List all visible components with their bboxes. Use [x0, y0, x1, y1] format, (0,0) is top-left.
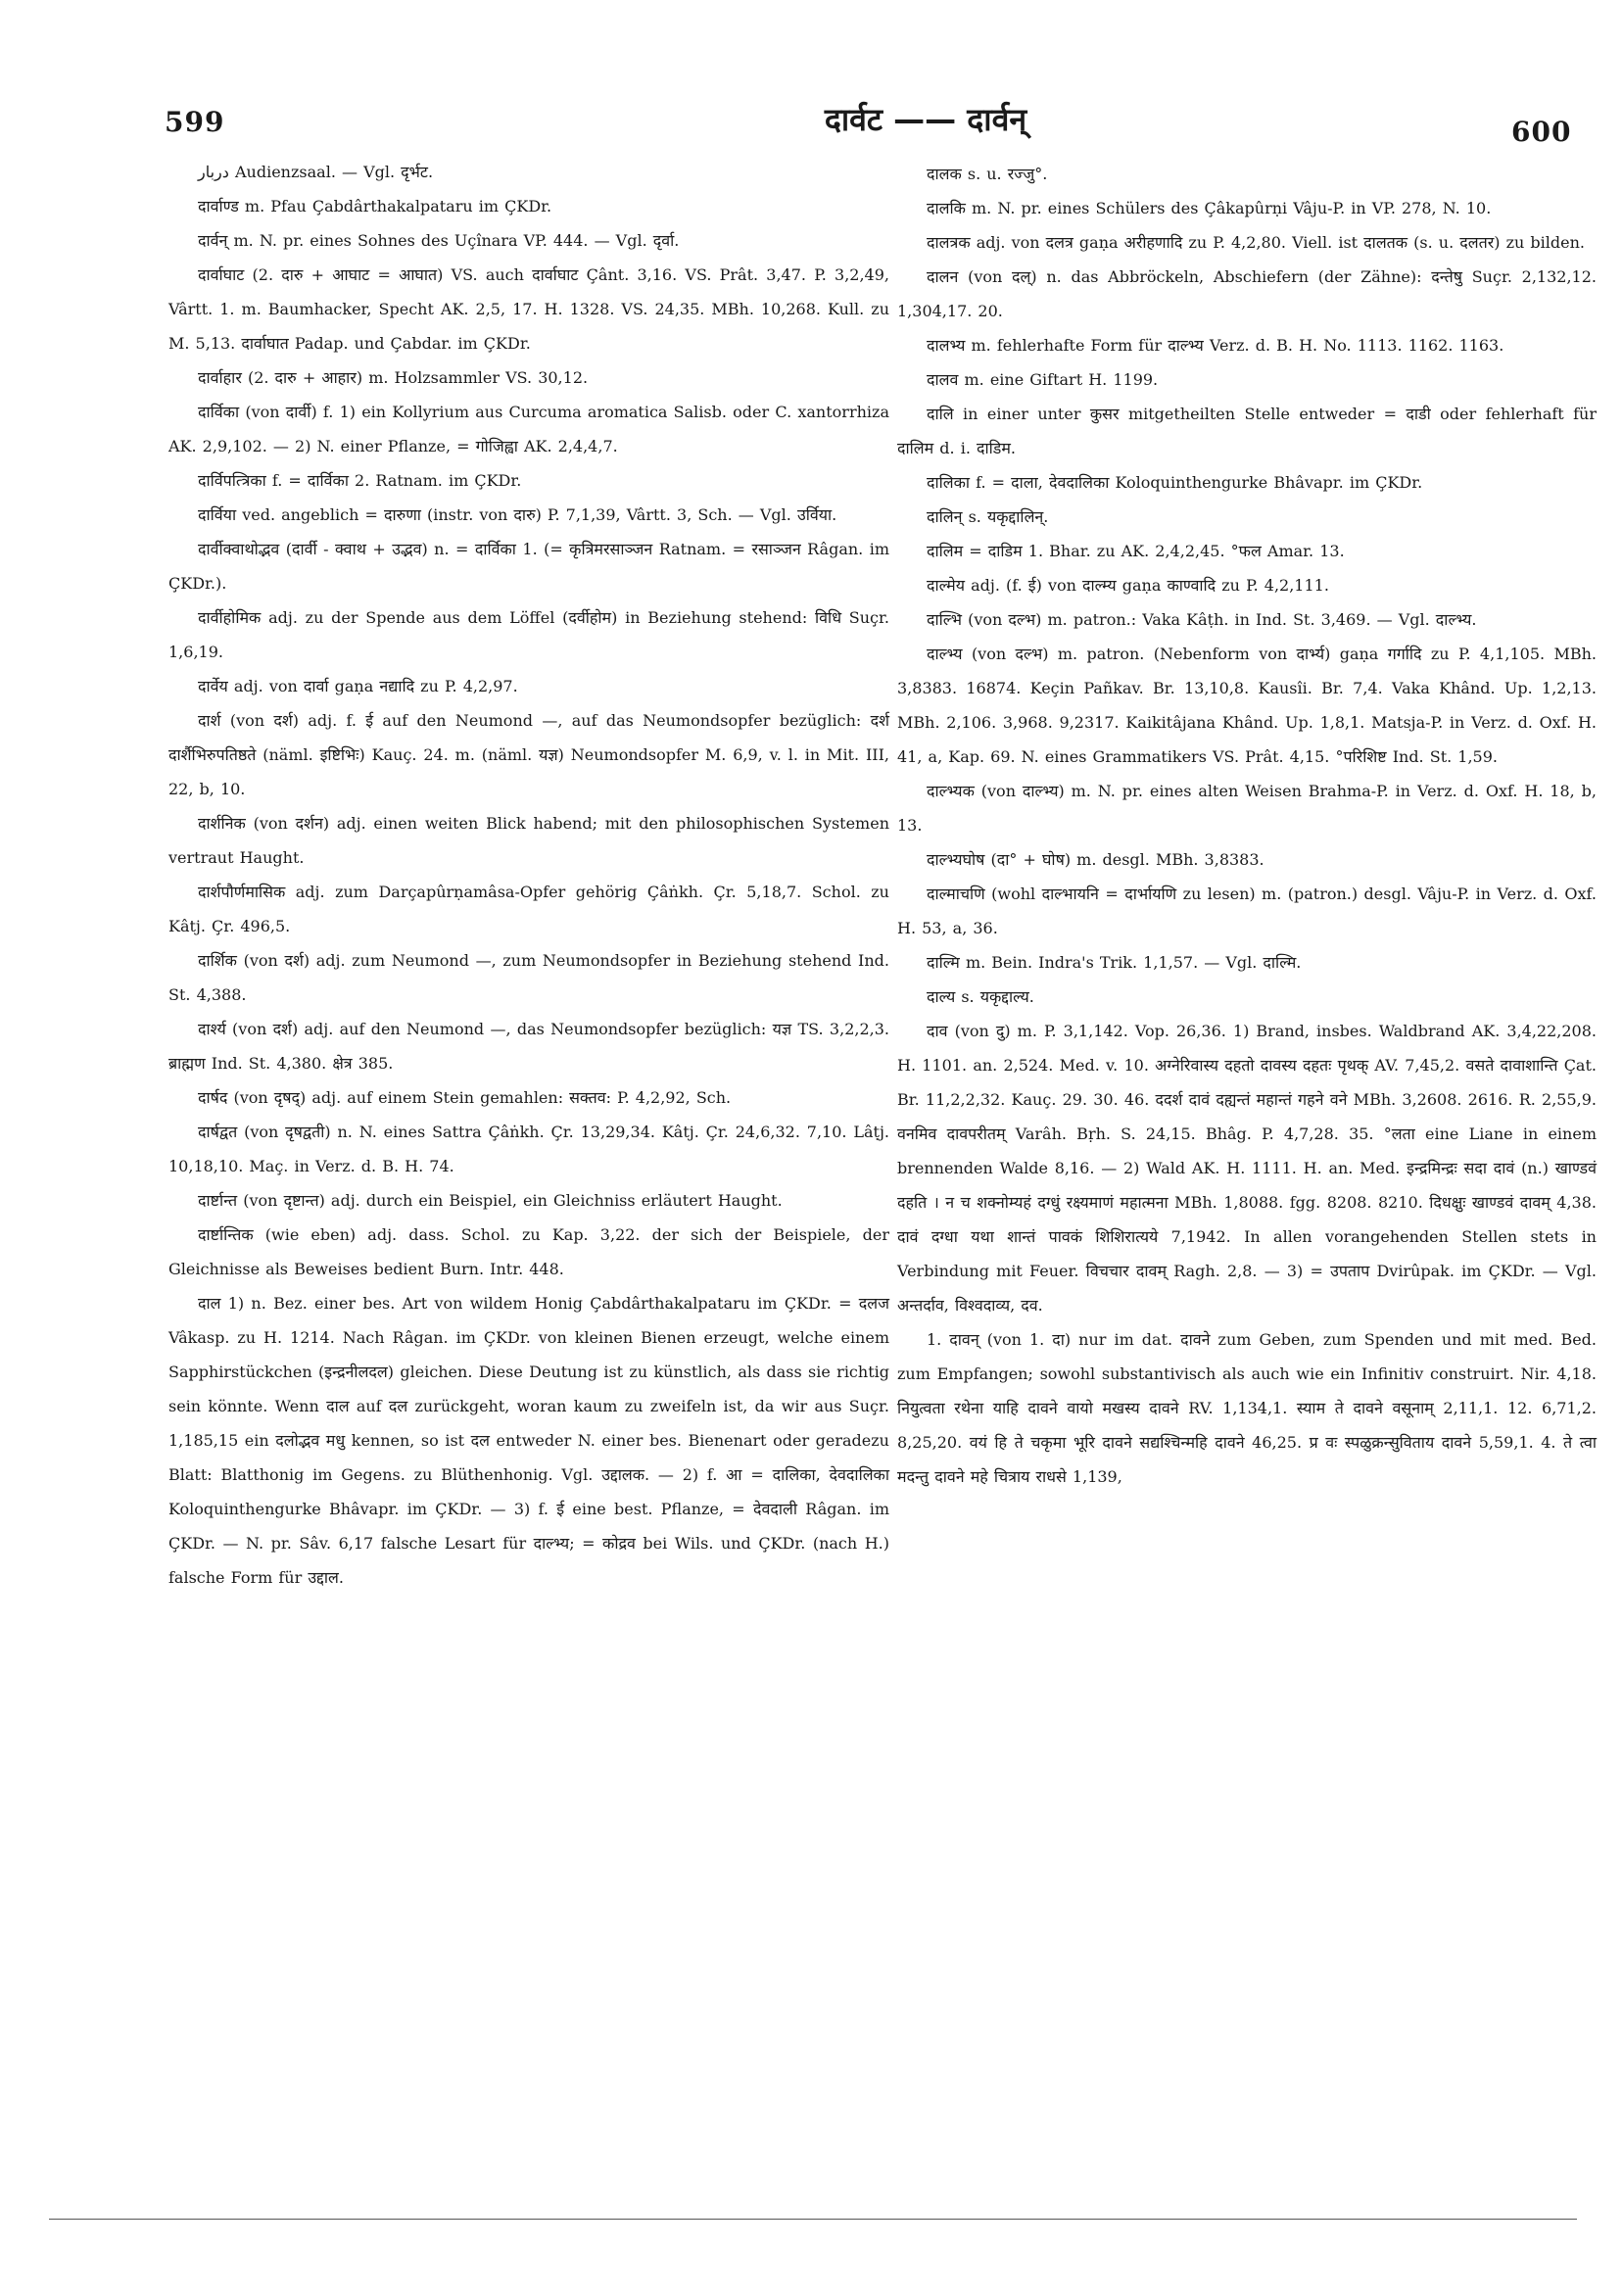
dictionary-entry: दाल्भि (von दल्भ) m. patron.: Vaka Kâṭh. in Ind. St. 3,469. — Vgl. दाल्भ्य.	[927, 610, 1477, 629]
dictionary-entry: दार्वीक्वाथोद्भव (दार्वी - क्वाथ + उद्भव) n. = दार्विका 1. (= कृत्रिमरसाञ्जन Ratnam. = रसाञ्जन Râgan. im ÇKDr.).	[168, 540, 889, 593]
right-page-number: 600	[1511, 116, 1572, 148]
left-page-number: 599	[165, 106, 225, 138]
dictionary-entry: दार्वन् m. N. pr. eines Sohnes des Uçînara VP. 444. — Vgl. दृर्वा.	[198, 231, 680, 250]
dictionary-entry: दाल्य s. यकृद्दाल्य.	[927, 987, 1034, 1006]
dictionary-entry: दालव m. eine Giftart H. 1199.	[927, 370, 1159, 389]
dictionary-entry: दाल्भ्य (von दल्भ) m. patron. (Nebenform von दार्भ्य) gaṇa गर्गादि zu P. 4,1,105. MBh. 3,8383. 16874. Keçin Pañkav. Br. 13,10,8. Kausîi. Br. 7,4. Vaka Khând. Up. 1,2,13. MBh. 2,106. 3,968. 9,2317. Kaikitâjana Khând. Up. 1,8,1. Matsja-P. in Verz. d. Oxf. H. 41, a, Kap. 69. N. eines Grammatikers VS. Prât. 4,15. °परिशिष्ट Ind. St. 1,59.	[897, 645, 1597, 766]
dictionary-entry: दाल्मेय adj. (f. ई) von दाल्म्य gaṇa काण्वादि zu P. 4,2,111.	[927, 576, 1329, 595]
footer-rule	[49, 2219, 1577, 2220]
dictionary-entry: दार्शनिक (von दर्शन) adj. einen weiten Blick habend; mit den philosophischen Systemen vertraut Haught.	[168, 814, 889, 867]
dictionary-entry: दालभ्य m. fehlerhafte Form für दाल्भ्य Verz. d. B. H. No. 1113. 1162. 1163.	[927, 336, 1504, 355]
dictionary-entry: दाल्भ्यघोष (दा° + घोष) m. desgl. MBh. 3,8383.	[927, 850, 1264, 869]
dictionary-entry: दार्विया ved. angeblich = दारुणा (instr. von दारु) P. 7,1,39, Vârtt. 3, Sch. — Vgl. उर्विया.	[198, 505, 837, 524]
dictionary-entry: दार्शिक (von दर्श) adj. zum Neumond —, zum Neumondsopfer in Beziehung stehend Ind. St. 4,388.	[168, 951, 889, 1004]
dictionary-entry: दार्ष्टान्तिक (wie eben) adj. dass. Schol. zu Kap. 3,22. der sich der Beispiele, der Gleichnisse als Beweises bedient Burn. Intr. 448.	[168, 1225, 889, 1278]
dictionary-entry: दाल्माचणि (wohl दाल्भायनि = दार्भायणि zu lesen) m. (patron.) desgl. Vâju-P. in Verz. d. Oxf. H. 53, a, 36.	[897, 885, 1597, 937]
dictionary-entry: दार्वाघाट (2. दारु + आघाट = आघात) VS. auch दार्वाघाट Çânt. 3,16. VS. Prât. 3,47. P. 3,2,49, Vârtt. 1. m. Baumhacker, Specht AK. 2,5, 17. H. 1328. VS. 24,35. MBh. 10,268. Kull. zu M. 5,13. दार्वाघात Padap. und Çabdar. im ÇKDr.	[168, 265, 889, 353]
dictionary-entry: दार्वाहार (2. दारु + आहार) m. Holzsammler VS. 30,12.	[198, 368, 589, 387]
dictionary-entry: दाल्मि m. Bein. Indra's Trik. 1,1,57. — Vgl. दाल्मि.	[927, 953, 1302, 972]
dictionary-entry: दालत्रक adj. von दलत्र gaṇa अरीहणादि zu P. 4,2,80. Viell. ist दालतक (s. u. दलतर) zu bilden.	[927, 233, 1585, 252]
dictionary-entry: दार्वाण्ड m. Pfau Çabdârthakalpataru im ÇKDr.	[198, 197, 552, 215]
dictionary-entry: दालि in einer unter कुसर mitgetheilten Stelle entweder = दाडी oder fehlerhaft für दालिम d. i. दाडिम.	[897, 405, 1597, 457]
dictionary-entry: दार्श्य (von दर्श) adj. auf den Neumond —, das Neumondsopfer bezüglich: यज्ञ TS. 3,2,2,3. ब्राह्मण Ind. St. 4,380. क्षेत्र 385.	[168, 1020, 889, 1073]
dictionary-entry: दार्शपौर्णमासिक adj. zum Darçapûrṇamâsa-Opfer gehörig Çâṅkh. Çr. 5,18,7. Schol. zu Kâtj. Çr. 496,5.	[168, 883, 889, 935]
dictionary-entry: दालिन् s. यकृद्दालिन्.	[927, 507, 1049, 526]
dictionary-entry: दार्षद (von दृषद्) adj. auf einem Stein gemahlen: सक्तव: P. 4,2,92, Sch.	[198, 1088, 732, 1107]
dictionary-entry: दालन (von दल्) n. das Abbröckeln, Abschiefern (der Zähne): दन्तेषु Suçr. 2,132,12. 1,304,17. 20.	[897, 267, 1597, 320]
dictionary-entry: दाल 1) n. Bez. einer bes. Art von wildem Honig Çabdârthakalpataru im ÇKDr. = दलज Vâkasp. zu H. 1214. Nach Râgan. im ÇKDr. von kleinen Bienen erzeugt, welche einem Sapphirstückchen (इन्द्रनीलदल) gleichen. Diese Deutung ist zu künstlich, als dass sie richtig sein könnte. Wenn दाल auf दल zurückgeht, woran kaum zu zweifeln ist, da wir aus Suçr. 1,185,15 ein दलोद्भव मधु kennen, so ist दल entweder N. einer bes. Bienenart oder geradezu Blatt: Blatthonig im Gegens. zu Blüthenhonig. Vgl. उद्दालक. — 2) f. आ = दालिका, देवदालिका Koloquinthengurke Bhâvapr. im ÇKDr. — 3) f. ई eine best. Pflanze, = देवदाली Râgan. im ÇKDr. — N. pr. Sâv. 6,17 falsche Lesart für दाल्भ्य; = कोद्रव bei Wils. und ÇKDr. (nach H.) falsche Form für उद्दाल.	[168, 1294, 889, 1587]
dictionary-entry: 1. दावन् (von 1. दा) nur im dat. दावने zum Geben, zum Spenden und mit med. Bed. zum Empfangen; sowohl substantivisch als auch wie ein Infinitiv construirt. Nir. 4,18. नियुत्वता रथेना याहि दावने वायो मखस्य दावने RV. 1,134,1. स्याम ते दावने वसूनाम् 2,11,1. 12. 6,71,2. 8,25,20. वयं हि ते चकृमा भूरि दावने सद्यश्चिन्महि दावने 46,25. प्र वः स्पळुक्रन्सुविताय दावने 5,59,1. 4. ते त्वा मदन्तु दावने महे चित्राय राधसे 1,139,	[897, 1330, 1597, 1486]
dictionary-entry: दार्षद्वत (von दृषद्वती) n. N. eines Sattra Çâṅkh. Çr. 13,29,34. Kâtj. Çr. 24,6,32. 7,10. Lâṭj. 10,18,10. Maç. in Verz. d. B. H. 74.	[168, 1123, 889, 1175]
dictionary-entry: दार्विपत्त्रिका f. = दार्विका 2. Ratnam. im ÇKDr.	[198, 471, 522, 490]
dictionary-entry: دربار Audienzsaal. — Vgl. दृर्भट.	[198, 163, 434, 181]
dictionary-entry: दाल्भ्यक (von दाल्भ्य) m. N. pr. eines alten Weisen Brahma-P. in Verz. d. Oxf. H. 18, b, 13.	[897, 782, 1597, 835]
running-headword: दार्वट —— दार्वन्	[824, 101, 1027, 138]
left-column	[168, 155, 889, 1595]
dictionary-entry: दार्ष्टान्त (von दृष्टान्त) adj. durch ein Beispiel, ein Gleichniss erläutert Haught.	[198, 1191, 783, 1210]
dictionary-entry: दालकि m. N. pr. eines Schülers des Çâkapûrṇi Vâju-P. in VP. 278, N. 10.	[927, 199, 1492, 217]
dictionary-entry: दार्विका (von दार्वी) f. 1) ein Kollyrium aus Curcuma aromatica Salisb. oder C. xantorrhiza AK. 2,9,102. — 2) N. einer Pflanze, = गोजिह्वा AK. 2,4,4,7.	[168, 403, 889, 455]
dictionary-entry: दार्वेय adj. von दार्वा gaṇa नद्यादि zu P. 4,2,97.	[198, 677, 518, 695]
dictionary-entry: दार्श (von दर्श) adj. f. ई auf den Neumond —, auf das Neumondsopfer bezüglich: दर्श दार्शैभिरुपतिष्ठते (näml. इष्टिभिः) Kauç. 24. m. (näml. यज्ञ) Neumondsopfer M. 6,9, v. l. in Mit. III, 22, b, 10.	[168, 711, 889, 798]
dictionary-entry: दार्वीहोमिक adj. zu der Spende aus dem Löffel (दर्वीहोम) in Beziehung stehend: विधि Suçr. 1,6,19.	[168, 608, 889, 661]
dictionary-entry: दालिम = दाडिम 1. Bhar. zu AK. 2,4,2,45. °फल Amar. 13.	[927, 542, 1345, 560]
dictionary-entry: दालिका f. = दाला, देवदालिका Koloquinthengurke Bhâvapr. im ÇKDr.	[927, 473, 1423, 492]
right-column	[897, 157, 1597, 1494]
dictionary-entry: दालक s. u. रज्जु°.	[927, 165, 1048, 183]
dictionary-entry: दाव (von दु) m. P. 3,1,142. Vop. 26,36. 1) Brand, insbes. Waldbrand AK. 3,4,22,208. H. 1101. an. 2,524. Med. v. 10. अग्नेरिवास्य दहतो दावस्य दहतः पृथक् AV. 7,45,2. वसते दावाशान्ति Çat. Br. 11,2,2,32. Kauç. 29. 30. 46. ददर्श दावं दह्यन्तं महान्तं गहने वने MBh. 3,2608. 2616. R. 2,55,9. वनमिव दावपरीतम् Varâh. Bṛh. S. 24,15. Bhâg. P. 4,7,28. 35. °लता eine Liane in einem brennenden Walde 8,16. — 2) Wald AK. H. 1111. H. an. Med. इन्द्रमिन्द्रः सदा दावं (n.) खाण्डवं दहति । न च शक्नोम्यहं दग्धुं रक्ष्यमाणं महात्मना MBh. 1,8088. fgg. 8208. 8210. दिधक्षुः खाण्डवं दावम् 4,38. दावं दग्धा यथा शान्तं पावकं शिशिरात्यये 7,1942. In allen vorangehenden Stellen stets in Verbindung mit Feuer. विचचार दावम् Ragh. 2,8. — 3) = उपताप Dvirûpak. im ÇKDr. — Vgl. अन्तर्दाव, विश्वदाव्य, दव.	[897, 1022, 1597, 1315]
